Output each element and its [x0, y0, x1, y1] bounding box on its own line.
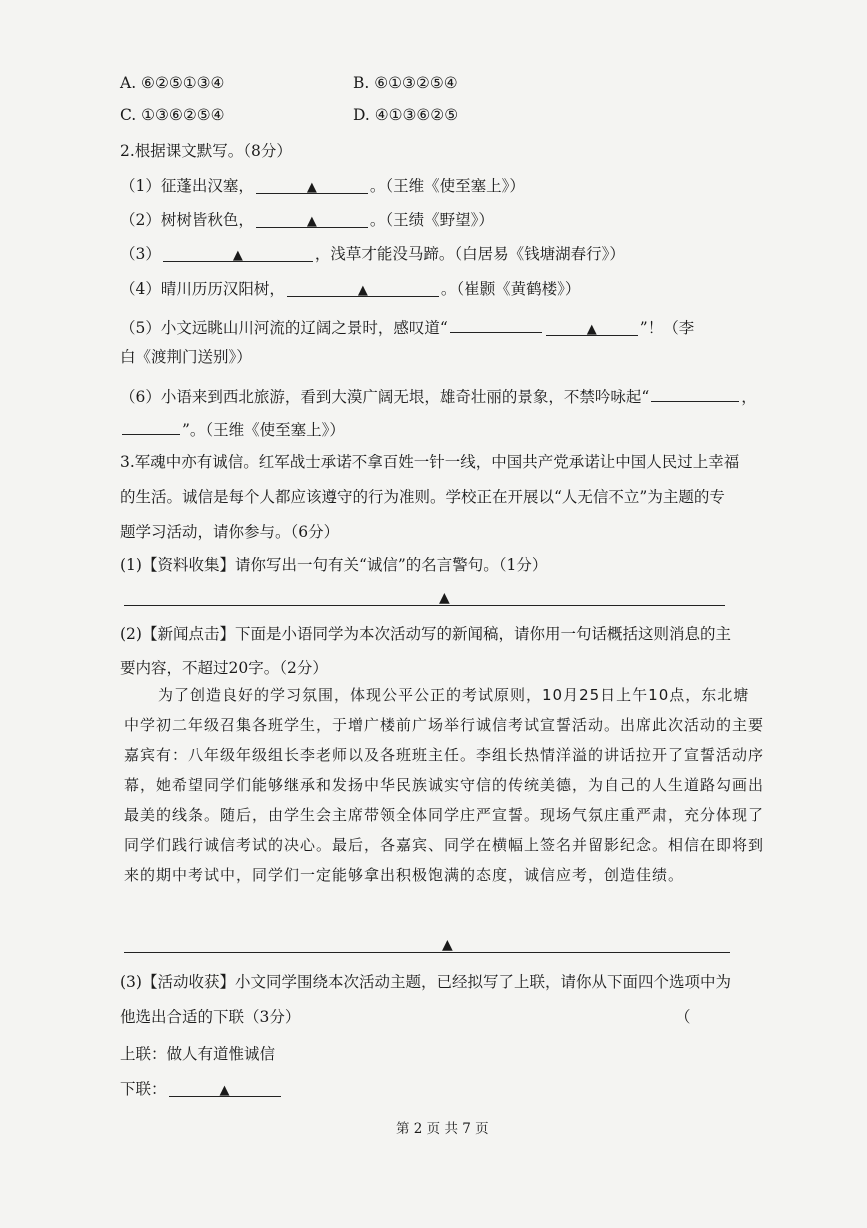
triangle-marker: ▲: [586, 322, 597, 337]
q2-item-1: [120, 175, 525, 197]
q2-item-4-post: 。（崔颢《黄鹤楼》）: [440, 280, 581, 298]
answer-blank[interactable]: [256, 209, 368, 228]
q2-item-4: [120, 278, 580, 300]
q2-item-5-post: ”！（李: [639, 319, 695, 337]
q2-item-6-post: ”。（王维《使至塞上》）: [182, 421, 345, 439]
answer-blank[interactable]: [122, 416, 180, 435]
passage-line: 来的期中考试中，同学们一定能够拿出积极饱满的态度，诚信应考，创造佳绩。: [124, 866, 685, 884]
xialian: [120, 1078, 283, 1100]
q3-intro-line-1: 3.军魂中亦有诚信。红军战士承诺不拿百姓一针一线，中国共产党承诺让中国人民过上幸福: [120, 453, 740, 471]
answer-blank[interactable]: [651, 383, 739, 402]
q3-sub3-line-1: (3)【活动收获】小文同学围绕本次活动主题，已经拟写了上联，请你从下面四个选项中为: [120, 973, 731, 991]
answer-blank[interactable]: [163, 243, 313, 262]
q2-item-6-comma: ，: [741, 388, 757, 406]
q2-item-5-line2: 白《渡荆门送别》）: [120, 348, 252, 366]
q2-item-2: [120, 209, 494, 231]
q3-intro-line-3: 题学习活动，请你参与。（6分）: [120, 523, 340, 541]
q2-item-2-pre: （2）树树皆秋色，: [120, 211, 254, 229]
q2-item-3-post: ，浅草才能没马蹄。（白居易《钱塘湖春行》）: [314, 245, 625, 263]
q2-title: 2.根据课文默写。（8分）: [120, 142, 292, 160]
q2-item-1-pre: （1）征蓬出汉塞，: [120, 177, 254, 195]
answer-blank[interactable]: [450, 314, 542, 333]
q3-sub2-line-1: (2)【新闻点击】下面是小语同学为本次活动写的新闻稿，请你用一句话概括这则消息的主: [120, 625, 731, 643]
option-d: D. ④①③⑥②⑤: [353, 106, 459, 124]
q2-item-5-line1: [120, 314, 694, 339]
triangle-marker: ▲: [306, 214, 317, 229]
page-footer: 第 2 页 共 7 页: [396, 1121, 489, 1137]
q2-item-3-pre: （3）: [120, 245, 161, 263]
option-c: C. ①③⑥②⑤④: [120, 106, 225, 124]
triangle-marker: ▲: [439, 590, 450, 606]
passage-line: 嘉宾有：八年级年级组长李老师以及各班班主任。李组长热情洋溢的讲话拉开了宣誓活动序: [124, 746, 765, 764]
q2-item-6-line1: [120, 383, 757, 408]
q2-item-5-pre: （5）小文远眺山川河流的辽阔之景时，感叹道“: [120, 319, 448, 337]
triangle-marker: ▲: [219, 1083, 230, 1098]
answer-blank[interactable]: [287, 278, 439, 297]
option-a: A. ⑥②⑤①③④: [120, 74, 225, 92]
passage-line: 为了创造良好的学习氛围，体现公平公正的考试原则，10月25日上午10点，东北塘: [158, 686, 750, 704]
passage-line: 同学们践行诚信考试的决心。最后，各嘉宾、同学在横幅上签名并留影纪念。相信在即将到: [124, 836, 765, 854]
q2-item-3: [120, 243, 625, 265]
passage-line: 中学初二年级召集各班学生，于增广楼前广场举行诚信考试宣誓活动。出席此次活动的主要: [124, 716, 765, 734]
triangle-marker: ▲: [357, 283, 368, 298]
news-passage: [124, 680, 764, 890]
q3-intro-line-2: 的生活。诚信是每个人都应该遵守的行为准则。学校正在开展以“人无信不立”为主题的专: [120, 488, 725, 506]
q2-item-6-line2: [120, 416, 345, 441]
answer-blank[interactable]: [169, 1078, 281, 1097]
option-b: B. ⑥①③②⑤④: [353, 74, 458, 92]
q3-sub2-line-2: 要内容，不超过20字。（2分）: [120, 659, 328, 677]
passage-line: 幕，她希望同学们能够继承和发扬中华民族诚实守信的传统美德，为自己的人生道路勾画出: [124, 776, 765, 794]
triangle-marker: ▲: [442, 937, 453, 953]
q2-item-6-pre: （6）小语来到西北旅游，看到大漠广阔无垠，雄奇壮丽的景象，不禁吟咏起“: [120, 388, 650, 406]
answer-blank[interactable]: [256, 175, 368, 194]
xialian-label: 下联：: [120, 1080, 167, 1098]
answer-paren: （: [675, 1008, 691, 1026]
q2-item-4-pre: （4）晴川历历汉阳树，: [120, 280, 285, 298]
answer-line[interactable]: [124, 952, 730, 953]
passage-line: 最美的线条。随后，由学生会主席带领全体同学庄严宣誓。现场气氛庄重严肃，充分体现了: [124, 806, 765, 824]
q3-sub3-line-2: 他选出合适的下联（3分）: [120, 1008, 301, 1026]
triangle-marker: ▲: [232, 248, 243, 263]
triangle-marker: ▲: [306, 180, 317, 195]
q3-sub1: (1)【资料收集】请你写出一句有关“诚信”的名言警句。（1分）: [120, 556, 548, 574]
answer-blank[interactable]: [546, 317, 638, 336]
answer-line[interactable]: [124, 605, 725, 606]
q2-item-1-post: 。（王维《使至塞上》）: [369, 177, 525, 195]
shanglian: 上联：做人有道惟诚信: [120, 1045, 276, 1063]
q2-item-2-post: 。（王绩《野望》）: [369, 211, 494, 229]
